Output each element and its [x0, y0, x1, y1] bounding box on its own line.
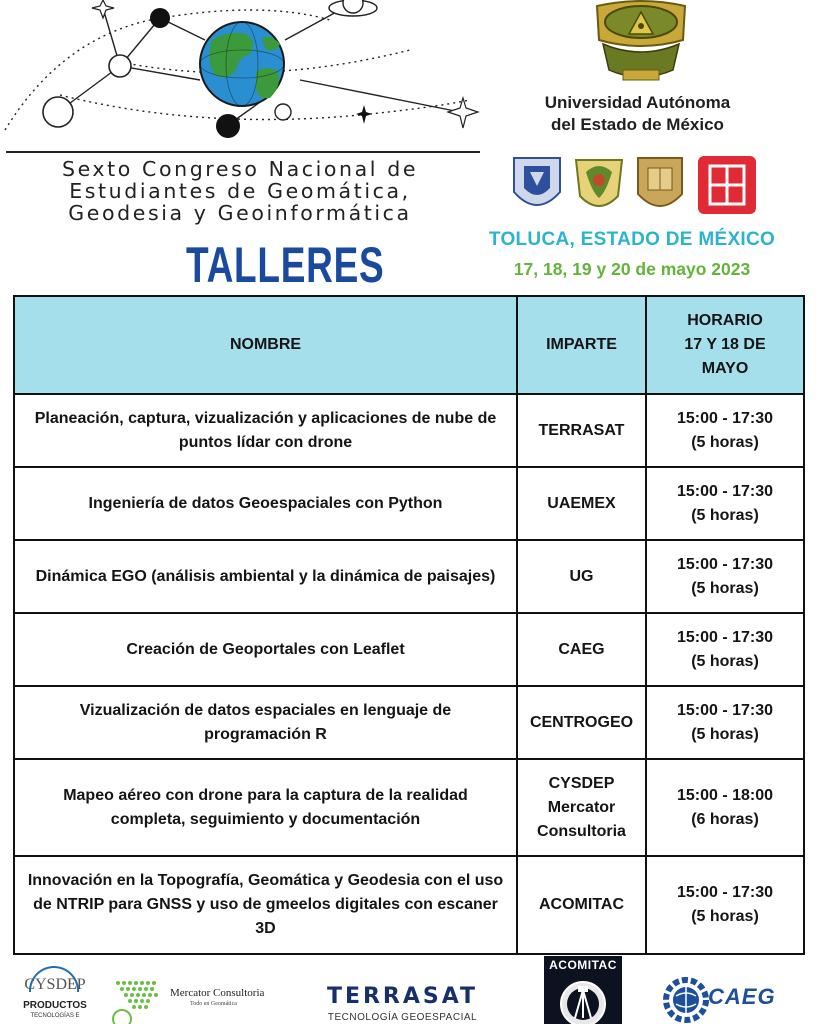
workshop-name: Planeación, captura, vizualización y aplicaciones de nube de puntos lídar con drone — [15, 395, 518, 466]
congress-title: Sexto Congreso Nacional de Estudiantes de Geomática, Geodesia y Geoinformática — [61, 157, 419, 225]
cysdep-line2: TECNOLOGÍAS E — [30, 1013, 80, 1019]
workshop-schedule — [647, 760, 803, 855]
workshop-duration: (6 horas) — [691, 810, 759, 828]
sponsor-mercator-logo — [112, 975, 282, 1024]
workshop-instructor: ACOMITAC — [518, 857, 647, 953]
terrasat-tagline: TECNOLOGÍA GEOESPACIAL — [327, 1012, 478, 1023]
institution-shields — [508, 152, 764, 220]
mercator-name: Mercator Consultoria — [170, 987, 265, 999]
workshop-schedule — [647, 395, 803, 466]
workshop-duration: (5 horas) — [691, 908, 759, 925]
table-row — [15, 393, 803, 466]
workshop-name: Mapeo aéreo con drone para la captura de la realidad completa, seguimiento y documentación — [15, 760, 518, 855]
workshop-name: Vizualización de datos espaciales en lenguaje de programación R — [15, 687, 518, 758]
table-row — [15, 855, 803, 953]
workshop-schedule — [647, 687, 803, 758]
acomitac-name: ACOMITAC — [549, 958, 617, 972]
workshop-name: Ingeniería de datos Geoespaciales con Python — [15, 468, 518, 539]
sponsor-caeg-logo — [660, 972, 778, 1024]
workshop-time: 15:00 - 17:30 — [676, 701, 774, 719]
workshop-duration: (5 horas) — [691, 579, 759, 597]
cysdep-line1: PRODUCTOS — [23, 1000, 87, 1011]
workshop-duration: (5 horas) — [691, 725, 759, 743]
acomitac-emblem-icon — [552, 974, 614, 1024]
workshop-time: 15:00 - 17:30 — [676, 628, 774, 646]
header-name: NOMBRE — [15, 297, 518, 393]
workshop-schedule — [647, 614, 803, 685]
faculty-shield-gold-icon — [634, 152, 686, 218]
workshop-schedule — [647, 857, 803, 953]
workshop-instructor: TERRASAT — [518, 395, 647, 466]
header-instructor: IMPARTE — [518, 297, 647, 393]
workshop-schedule — [647, 541, 803, 612]
workshop-schedule — [647, 468, 803, 539]
workshop-time: 15:00 - 17:30 — [676, 555, 774, 573]
sponsor-cysdep-logo — [20, 962, 90, 1024]
header-divider — [6, 151, 480, 153]
workshop-time: 15:00 - 17:30 — [676, 409, 774, 427]
workshop-time: 15:00 - 17:30 — [676, 884, 774, 901]
workshop-instructor: CENTROGEO — [518, 687, 647, 758]
faculty-shield-green-icon — [570, 152, 628, 218]
sponsor-terrasat-logo — [310, 985, 495, 1024]
workshop-instructor: UG — [518, 541, 647, 612]
workshop-name: Creación de Geoportales con Leaflet — [15, 614, 518, 685]
workshop-duration: (5 horas) — [691, 652, 759, 670]
uaem-crest-logo — [593, 0, 689, 84]
workshop-time: 15:00 - 18:00 — [676, 786, 774, 804]
table-row — [15, 466, 803, 539]
mercator-dot-grid-icon — [112, 975, 174, 1024]
table-row — [15, 539, 803, 612]
table-row — [15, 612, 803, 685]
workshop-name: Innovación en la Topografía, Geomática y Geodesia con el uso de NTRIP para GNSS y uso de gmeelos digitales con escaner 3D — [15, 857, 518, 953]
workshop-instructor: CAEG — [518, 614, 647, 685]
constellation-illustration — [0, 0, 490, 150]
workshop-duration: (5 horas) — [691, 433, 759, 451]
workshop-duration: (5 horas) — [691, 506, 759, 524]
university-name: Universidad Autónoma del Estado de México — [544, 93, 731, 134]
faculty-shield-blue-icon — [510, 152, 564, 218]
workshops-table — [13, 295, 805, 955]
sponsor-acomitac-logo — [544, 956, 622, 1024]
cysdep-wordmark: CYSDEP — [24, 976, 86, 993]
caeg-name: CAEG — [708, 984, 776, 1009]
workshop-instructor: CYSDEP Mercator Consultoria — [518, 760, 647, 855]
table-row — [15, 758, 803, 855]
table-header-row — [15, 297, 803, 393]
event-dates: 17, 18, 19 y 20 de mayo 2023 — [513, 259, 751, 279]
mercator-tagline: Todo en Geomática — [190, 1001, 237, 1007]
section-heading: TALLERES — [186, 237, 385, 293]
faculty-logo-red-icon — [696, 152, 758, 218]
workshop-name: Dinámica EGO (análisis ambiental y la dinámica de paisajes) — [15, 541, 518, 612]
table-row — [15, 685, 803, 758]
header-schedule: HORARIO 17 Y 18 DE MAYO — [647, 297, 803, 393]
workshop-time: 15:00 - 17:30 — [676, 482, 774, 500]
terrasat-name: TERRASAT — [326, 984, 479, 1009]
workshop-instructor: UAEMEX — [518, 468, 647, 539]
event-location: TOLUCA, ESTADO DE MÉXICO — [488, 229, 776, 250]
